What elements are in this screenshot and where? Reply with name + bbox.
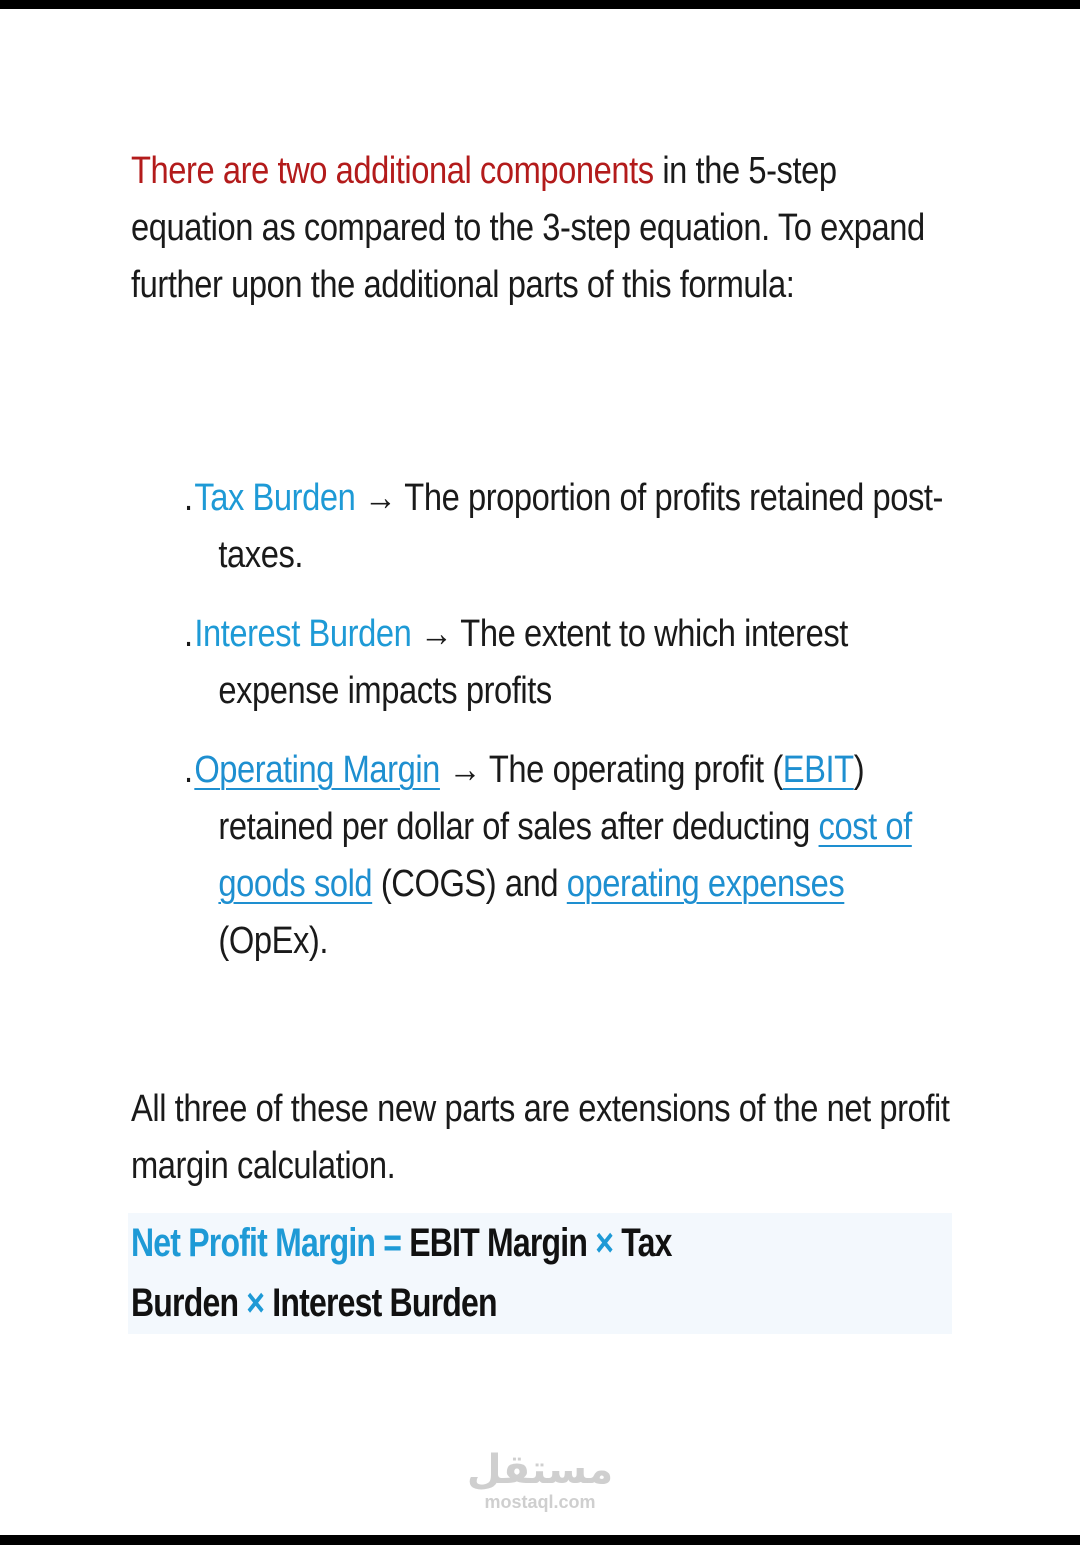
bottom-border <box>0 1535 1080 1545</box>
formula-term-tax-burden-cont: Burden <box>131 1281 239 1325</box>
components-list <box>184 470 958 992</box>
formula-term-interest-burden <box>131 1281 497 1325</box>
formula-times: × <box>238 1281 273 1325</box>
desc-operating-margin-b: ) retained per dollar of sales after deducting <box>218 749 865 848</box>
formula-times: × <box>587 1221 622 1265</box>
watermark-logo <box>440 1448 640 1512</box>
watermark-site: mostaql.com <box>484 1492 596 1512</box>
desc-tax-burden: The proportion of profits retained post-taxes. <box>218 477 943 576</box>
term-interest-burden: Interest Burden <box>194 613 412 655</box>
desc-operating-margin-a: The operating profit ( <box>488 749 783 791</box>
formula-term-ebit-margin: EBIT Margin <box>409 1221 588 1265</box>
bullet: . <box>184 749 193 791</box>
desc-operating-margin-d: (OpEx). <box>218 920 328 962</box>
arrow: → <box>411 613 461 655</box>
formula-term-interest-burden-text: Interest Burden <box>272 1281 497 1325</box>
list-item-interest-burden <box>184 606 958 720</box>
formula-lhs: Net Profit Margin <box>131 1221 376 1265</box>
link-ebit[interactable]: EBIT <box>782 749 854 791</box>
desc-interest-burden: The extent to which interest expense impacts profits <box>218 613 848 712</box>
formula-term-tax-burden: Tax <box>621 1221 672 1265</box>
link-cogs[interactable]: cost of goods sold <box>218 806 912 905</box>
list-item-tax-burden <box>184 470 958 584</box>
intro-highlight: There are two additional components <box>131 150 654 192</box>
formula <box>131 1213 931 1333</box>
list-item-operating-margin <box>184 742 958 970</box>
formula-equals: = <box>375 1221 410 1265</box>
link-opex[interactable]: operating expenses <box>566 863 845 905</box>
desc-operating-margin-c: (COGS) and <box>372 863 567 905</box>
link-operating-margin[interactable]: Operating Margin <box>194 749 440 791</box>
intro-paragraph <box>131 143 961 314</box>
top-border <box>0 0 1080 9</box>
intro-text: in the 5-step equation as compared to the 3-step equation. To expand further upon the additional parts of this formula: <box>131 150 925 306</box>
watermark-arabic: مستقل <box>466 1447 614 1493</box>
bullet: . <box>184 477 193 519</box>
summary-paragraph: All three of these new parts are extensions of the net profit margin calculation. <box>131 1088 950 1187</box>
arrow: → <box>439 749 489 791</box>
term-tax-burden: Tax Burden <box>194 477 356 519</box>
bullet: . <box>184 613 193 655</box>
arrow: → <box>355 477 405 519</box>
